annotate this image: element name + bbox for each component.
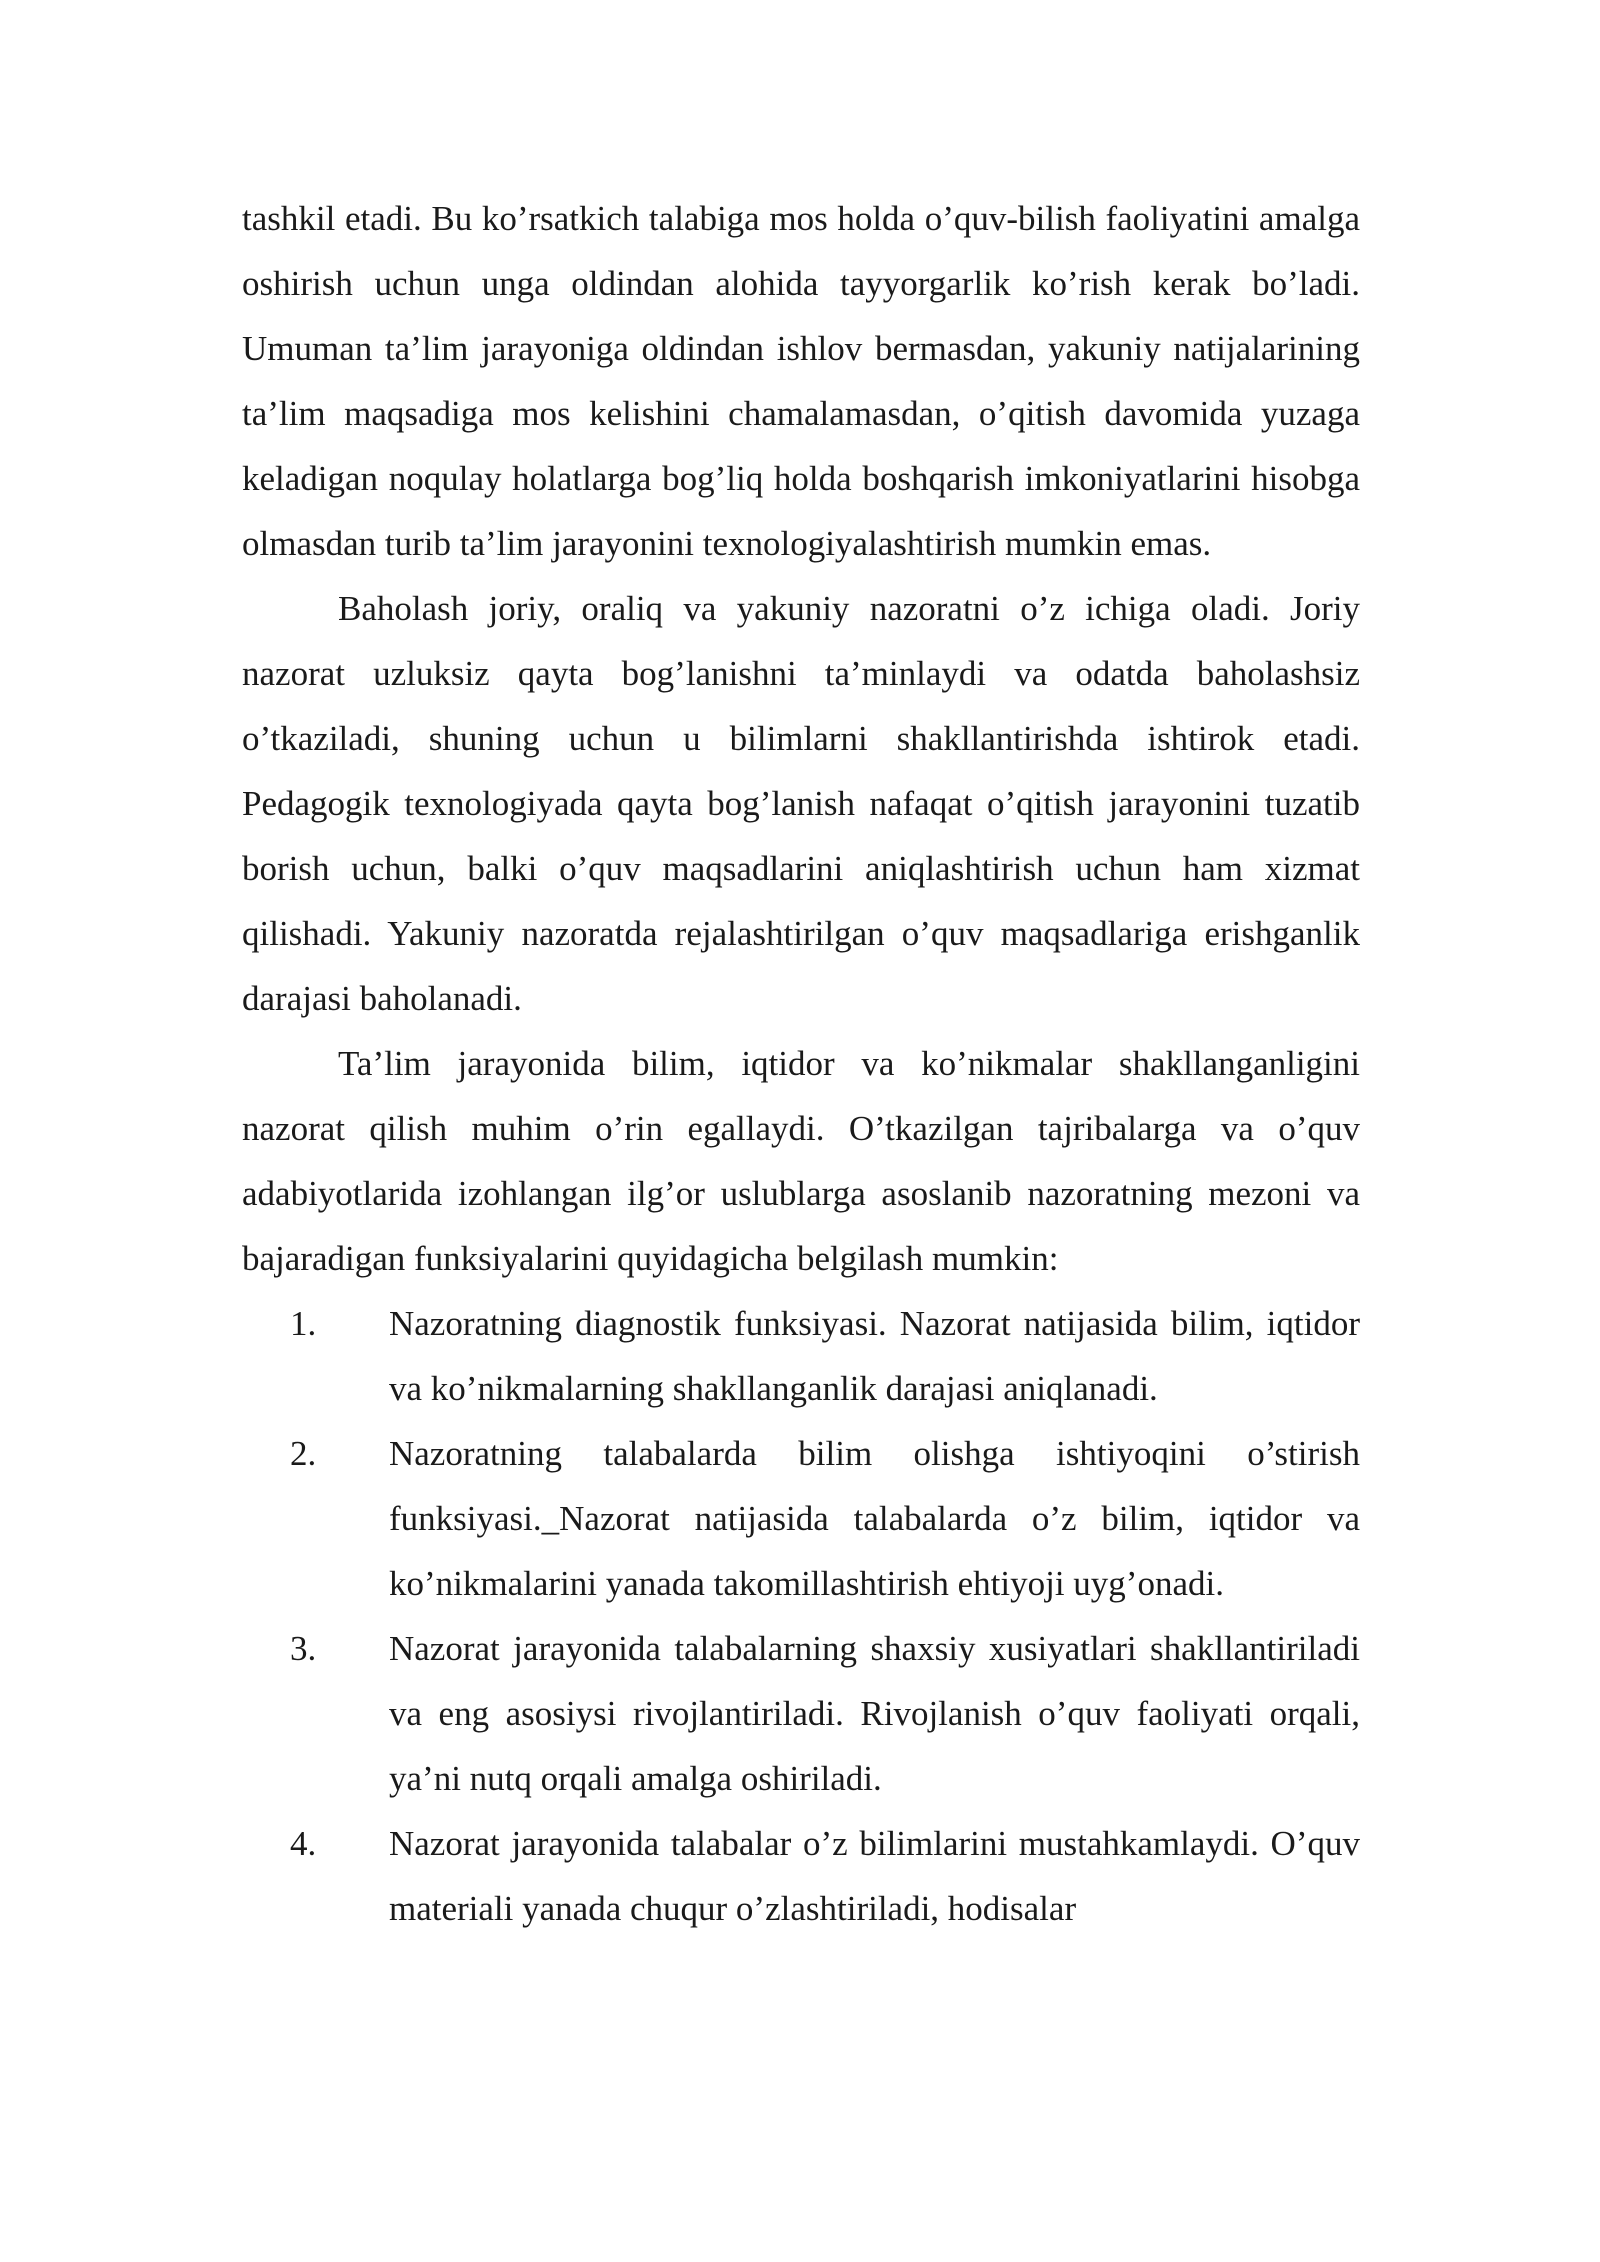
- list-item-text: Nazoratning diagnostik funksiyasi. Nazorat natijasida bilim, iqtidor va ko’nikmalarning shakllanganlik darajasi aniqlanadi.: [389, 1304, 1360, 1408]
- list-item: [242, 1616, 1360, 1811]
- list-item: [242, 1291, 1360, 1421]
- list-item-number: 2.: [290, 1434, 317, 1473]
- document-page: [242, 186, 1360, 1941]
- functions-list: [242, 1291, 1360, 1941]
- list-item-text: Nazorat jarayonida talabalarning shaxsiy xusiyatlari shakllantiriladi va eng asosiysi rivojlantiriladi. Rivojlanish o’quv faoliyati orqali, ya’ni nutq orqali amalga oshiriladi.: [389, 1629, 1360, 1798]
- list-item-number: 4.: [290, 1824, 317, 1863]
- list-item-number: 1.: [290, 1304, 317, 1343]
- list-item-text: Nazorat jarayonida talabalar o’z bilimlarini mustahkamlaydi. O’quv materiali yanada chuqur o’zlashtiriladi, hodisalar: [389, 1824, 1360, 1928]
- list-item: [242, 1811, 1360, 1941]
- paragraph-control-functions: Ta’lim jarayonida bilim, iqtidor va ko’nikmalar shakllanganligini nazorat qilish muhim o’rin egallaydi. O’tkazilgan tajribalarga va o’quv adabiyotlarida izohlangan ilg’or uslublarga asoslanib nazoratning mezoni va bajaradigan funksiyalarini quyidagicha belgilash mumkin:: [242, 1044, 1360, 1278]
- paragraph-continuation: tashkil etadi. Bu ko’rsatkich talabiga mos holda o’quv-bilish faoliyatini amalga oshirish uchun unga oldindan alohida tayyorgarlik ko’rish kerak bo’ladi. Umuman ta’lim jarayoniga oldindan ishlov bermasdan, yakuniy natijalarining ta’lim maqsadiga mos kelishini chamalamasdan, o’qitish davomida yuzaga keladigan noqulay holatlarga bog’liq holda boshqarish imkoniyatlarini hisobga olmasdan turib ta’lim jarayonini texnologiyalashtirish mumkin emas.: [242, 199, 1360, 563]
- list-item-text: Nazoratning talabalarda bilim olishga ishtiyoqini o’stirish funksiyasi._Nazorat natijasida talabalarda o’z bilim, iqtidor va ko’nikmalarini yanada takomillashtirish ehtiyoji uyg’onadi.: [389, 1434, 1360, 1603]
- list-item: [242, 1421, 1360, 1616]
- list-item-number: 3.: [290, 1629, 317, 1668]
- paragraph-assessment: Baholash joriy, oraliq va yakuniy nazoratni o’z ichiga oladi. Joriy nazorat uzluksiz qayta bog’lanishni ta’minlaydi va odatda baholashsiz o’tkaziladi, shuning uchun u bilimlarni shakllantirishda ishtirok etadi. Pedagogik texnologiyada qayta bog’lanish nafaqat o’qitish jarayonini tuzatib borish uchun, balki o’quv maqsadlarini aniqlashtirish uchun ham xizmat qilishadi. Yakuniy nazoratda rejalashtirilgan o’quv maqsadlariga erishganlik darajasi baholanadi.: [242, 589, 1360, 1018]
